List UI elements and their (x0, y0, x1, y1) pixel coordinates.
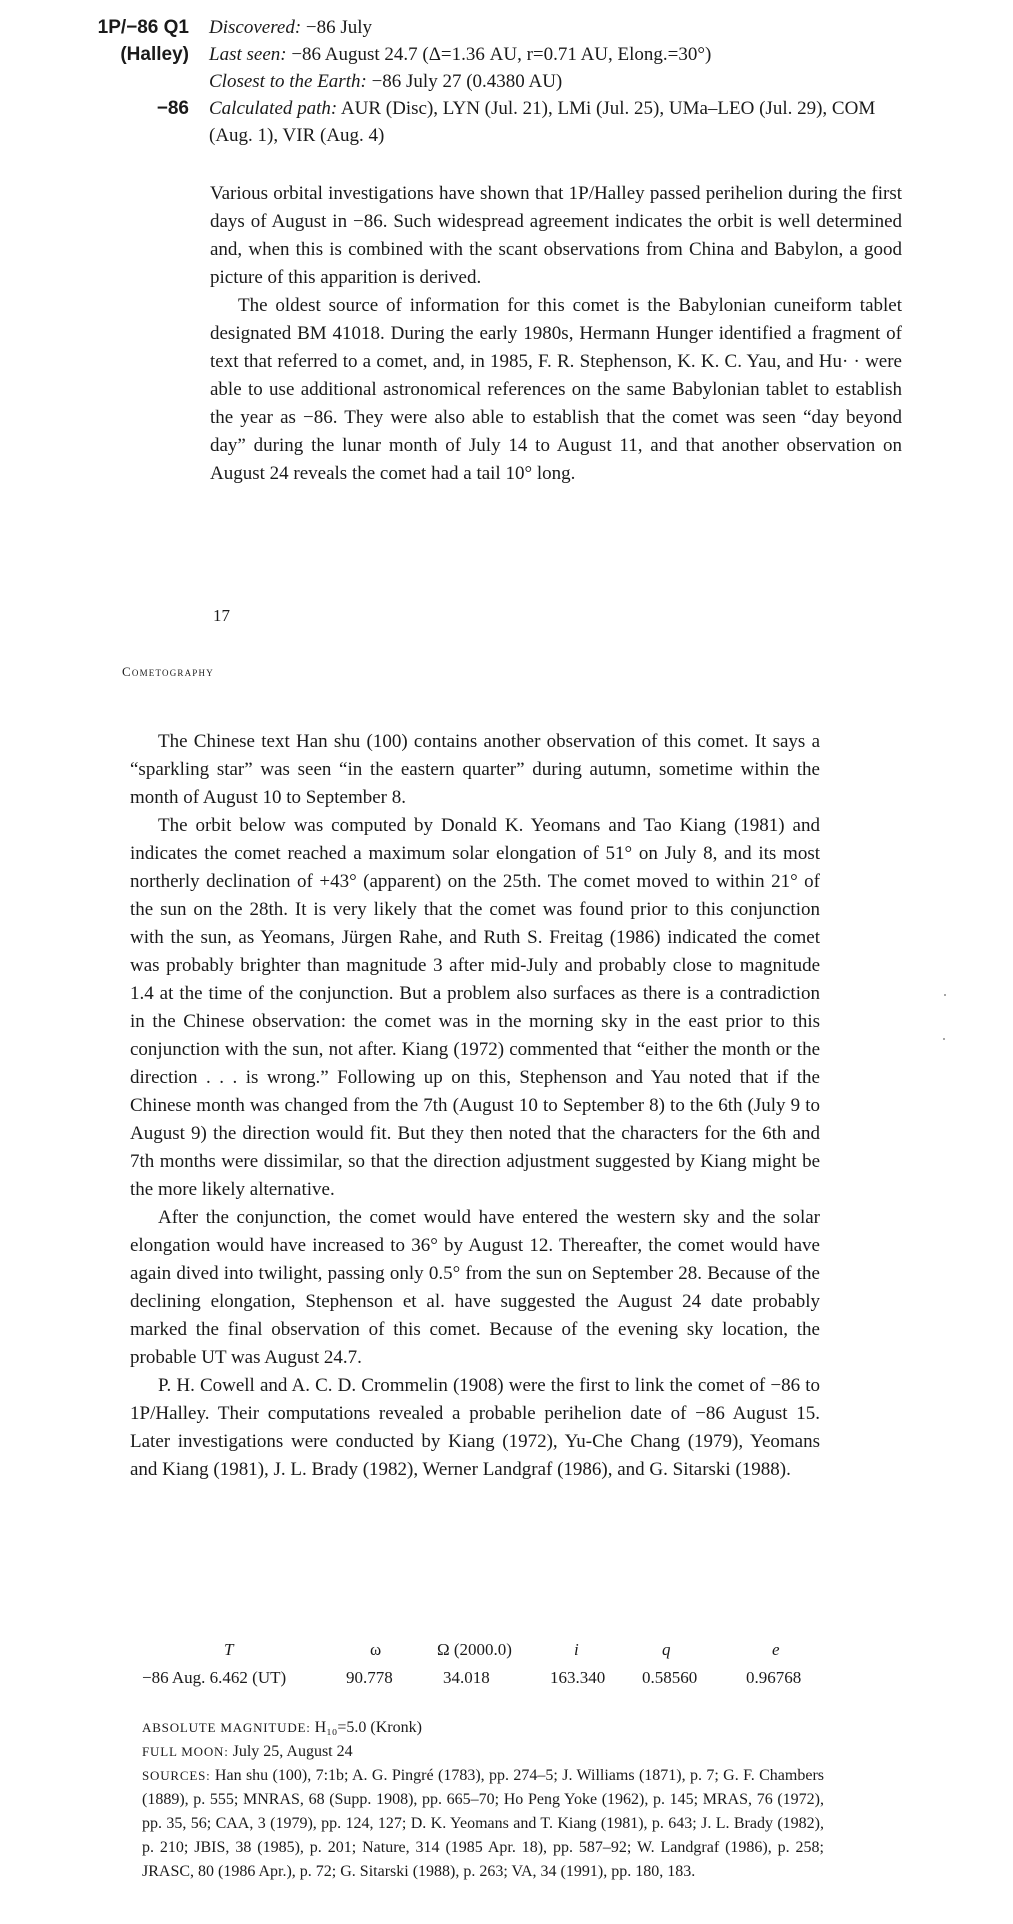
sources-label: SOURCES: (142, 1768, 211, 1783)
table-header-row (132, 1640, 832, 1668)
header-inclination: i (574, 1640, 579, 1659)
scan-speck (944, 994, 946, 996)
comet-year: −86 (156, 98, 189, 119)
footer-notes (142, 1716, 824, 1884)
paragraph-orbital-investigations: Various orbital investigations have shown that 1P/Halley passed perihelion during the first days of August in −86. Such widespread agreement indicates the orbit is well determined and, when this is combined with the scant observations from China and Babylon, a good picture of this apparition is derived. (210, 183, 902, 288)
calculated-path-line (209, 95, 909, 149)
paragraph-cowell-crommelin: P. H. Cowell and A. C. D. Crommelin (1908) were the first to link the comet of −86 to 1P/Halley. Their computations revealed a probable perihelion date of −86 August 15. Later investigations were conducted by Kiang (1972), Yu-Che Chang (1979), Yeomans and Kiang (1981), J. L. Brady (1982), Werner Landgraf (1986), and G. Sitarski (1988). (130, 1375, 820, 1480)
upper-body-text (210, 180, 902, 488)
closest-value: −86 July 27 (0.4380 AU) (366, 71, 563, 92)
last-seen-label: Last seen: (209, 44, 287, 65)
paragraph-after-conjunction: After the conjunction, the comet would have entered the western sky and the solar elongation would have increased to 36° by August 12. Thereafter, the comet would have again dived into twilight, passing only 0.5° from the sun on September 28. Because of the declining elongation, Stephenson et al. have suggested the August 24 date probably marked the final observation of this comet. Because of the evening sky location, the probable UT was August 24.7. (130, 1207, 820, 1368)
main-body-text (130, 728, 820, 1484)
full-moon-line (142, 1740, 824, 1764)
closest-label: Closest to the Earth: (209, 71, 367, 92)
absolute-magnitude-label: ABSOLUTE MAGNITUDE: (142, 1720, 311, 1735)
paragraph-orbit-computation: The orbit below was computed by Donald K. Yeomans and Tao Kiang (1981) and indicates the comet reached a maximum solar elongation of 51° on July 8, and its most northerly declination of +43° (apparent) on the 25th. The comet moved to within 21° of the sun on the 28th. It is very likely that the comet was found prior to this conjunction with the sun, as Yeomans, Jürgen Rahe, and Ruth S. Freitag (1986) indicated the comet was probably brighter than magnitude 3 after mid-July and probably close to magnitude 1.4 at the time of the conjunction. But a problem also surfaces as there is a contradiction in the Chinese observation: the comet was in the morning sky in the east prior to this conjunction with the sun, not after. Kiang (1972) commented that “either the month or the direction . . . is wrong.” Following up on this, Stephenson and Yau noted that if the Chinese month was changed from the 7th (August 10 to September 8) to the 6th (July 9 to August 9) the direction would fit. But they then noted that the characters for the 6th and 7th months were dissimilar, so that the direction adjustment suggested by Kiang might be the more likely alternative. (130, 815, 820, 1200)
closest-line (209, 68, 909, 95)
header-q: q (662, 1640, 671, 1659)
header-e: e (772, 1640, 780, 1659)
calculated-path-value: AUR (Disc), LYN (Jul. 21), LMi (Jul. 25), UMa–LEO (Jul. 29), COM (Aug. 1), VIR (Aug. 4) (209, 98, 876, 146)
value-omega: 90.778 (346, 1668, 393, 1687)
sources-value: Han shu (100), 7:1b; A. G. Pingré (1783), pp. 274–5; J. Williams (1871), p. 7; G. F. Chambers (1889), p. 555; MNRAS, 68 (Supp. 1908), pp. 665–70; Ho Peng Yoke (1962), p. 145; MRAS, 76 (1972), pp. 35, 56; CAA, 3 (1979), pp. 124, 127; D. K. Yeomans and T. Kiang (1981), p. 643; J. L. Brady (1982), p. 210; JBIS, 38 (1985), p. 201; Nature, 314 (1985 Apr. 18), pp. 587–92; W. Landgraf (1986), p. 258; JRASC, 80 (1986 Apr.), p. 72; G. Sitarski (1988), p. 263; VA, 34 (1991), pp. 180, 183. (142, 1767, 824, 1880)
paragraph-babylonian-source: The oldest source of information for this comet is the Babylonian cuneiform tablet designated BM 41018. During the early 1980s, Hermann Hunger identified a fragment of text that referred to a comet, and, in 1985, F. R. Stephenson, K. K. C. Yau, and Hu· · were able to use additional astronomical references on the same Babylonian tablet to establish the year as −86. They were also able to establish that the comet was seen “day beyond day” during the lunar month of July 14 to August 11, and that another observation on August 24 reveals the comet had a tail 10° long. (210, 295, 902, 484)
comet-designation: 1P/−86 Q1 (97, 17, 189, 38)
discovered-value: −86 July (301, 17, 373, 38)
sources-line (142, 1764, 824, 1884)
running-head: Cometography (122, 664, 214, 679)
page-number: 17 (213, 606, 230, 625)
header-node: Ω (2000.0) (437, 1640, 512, 1659)
paragraph-han-shu: The Chinese text Han shu (100) contains another observation of this comet. It says a “sparkling star” was seen “in the eastern quarter” during autumn, sometime within the month of August 10 to September 8. (130, 731, 820, 808)
last-seen-line (209, 41, 909, 68)
value-node: 34.018 (443, 1668, 490, 1687)
absolute-magnitude-value: H₁₀=5.0 (Kronk) (310, 1719, 422, 1736)
value-e: 0.96768 (746, 1668, 802, 1687)
header-T: T (224, 1640, 234, 1659)
comet-name: (Halley) (120, 44, 189, 65)
discovered-line (209, 14, 909, 41)
discovered-label: Discovered: (209, 17, 302, 38)
last-seen-value: −86 August 24.7 (Δ=1.36 AU, r=0.71 AU, Elong.=30°) (286, 44, 712, 65)
scan-speck (943, 1038, 945, 1040)
table-row (132, 1668, 832, 1696)
value-T: −86 Aug. 6.462 (UT) (142, 1668, 287, 1687)
absolute-magnitude-line (142, 1716, 824, 1740)
full-moon-label: FULL MOON: (142, 1744, 229, 1759)
value-inclination: 163.340 (550, 1668, 606, 1687)
value-q: 0.58560 (642, 1668, 698, 1687)
calculated-path-label: Calculated path: (209, 98, 338, 119)
full-moon-value: July 25, August 24 (228, 1743, 353, 1760)
orbital-elements-table (132, 1640, 832, 1696)
header-omega: ω (370, 1640, 382, 1659)
